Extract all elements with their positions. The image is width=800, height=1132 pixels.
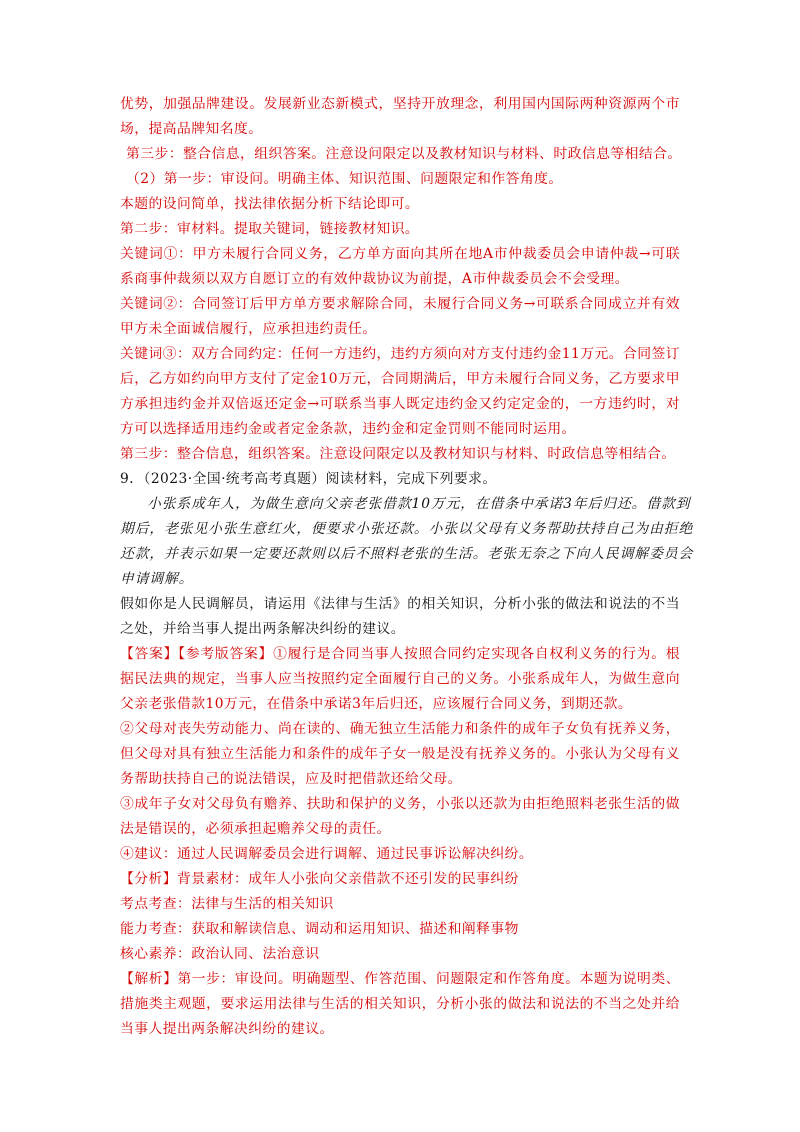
text-line: 方可以选择适用违约金或者定金条款，违约金和定金罚则不能同时运用。 xyxy=(120,421,576,437)
analysis-line: 能力考查：获取和解读信息、调动和运用知识、描述和阐释事物 xyxy=(120,921,519,937)
answer-line: 但父母对具有独立生活能力和条件的成年子女一般是没有抚养义务的。小张认为父母有义 xyxy=(120,746,680,762)
analysis-line: 核心素养：政治认同、法治意识 xyxy=(120,946,320,962)
text-line: 甲方未全面诚信履行，应承担违约责任。 xyxy=(120,321,377,337)
answer-line: 父亲老张借款10万元，在借条中承诺3年后归还，应该履行合同义务，到期还款。 xyxy=(120,696,633,712)
explanation-line: 措施类主观题，要求运用法律与生活的相关知识，分析小张的做法和说法的不当之处并给 xyxy=(120,996,680,1012)
material-line: 还款，并表示如果一定要还款则以后不照料老张的生活。老张无奈之下向人民调解委员会 xyxy=(120,546,694,562)
text-line: 后，乙方如约向甲方支付了定金10万元，合同期满后，甲方未履行合同义务，乙方要求甲 xyxy=(120,371,680,387)
explanation-line: 当事人提出两条解决纠纷的建议。 xyxy=(120,1021,334,1037)
answer-line: 【答案】【参考版答案】①履行是合同当事人按照合同约定实现各自权利义务的行为。根 xyxy=(120,646,680,662)
answer-line: 据民法典的规定，当事人应当按照约定全面履行自己的义务。小张系成年人，为做生意向 xyxy=(120,671,680,687)
text-line: 系商事仲裁须以双方自愿订立的有效仲裁协议为前提，A市仲裁委员会不会受理。 xyxy=(120,271,630,287)
text-line: （2）第一步：审设问。明确主体、知识范围、问题限定和作答角度。 xyxy=(126,171,563,187)
material-line: 期后，老张见小张生意红火，便要求小张还款。小张以父母有义务帮助扶持自己为由拒绝 xyxy=(120,521,694,537)
answer-line: ③成年子女对父母负有赡养、扶助和保护的义务，小张以还款为由拒绝照料老张生活的做 xyxy=(120,796,680,812)
analysis-line: 考点考查：法律与生活的相关知识 xyxy=(120,896,334,912)
text-line: 场，提高品牌知名度。 xyxy=(120,121,263,137)
answer-line: 法是错误的，必须承担起赡养父母的责任。 xyxy=(120,821,391,837)
text-line: 本题的设问简单，找法律依据分析下结论即可。 xyxy=(120,196,420,212)
material-line: 申请调解。 xyxy=(120,571,194,587)
analysis-line: 【分析】背景素材：成年人小张向父亲借款不还引发的民事纠纷 xyxy=(120,871,519,887)
answer-line: 务帮助扶持自己的说法错误，应及时把借款还给父母。 xyxy=(120,771,462,787)
text-line: 第二步：审材料。提取关键词，链接教材知识。 xyxy=(120,221,420,237)
material-line: 小张系成年人，为做生意向父亲老张借款10万元，在借条中承诺3年后归还。借款到 xyxy=(147,496,691,512)
text-line: 第三步：整合信息，组织答案。注意设问限定以及教材知识与材料、时政信息等相结合。 xyxy=(126,146,682,162)
text-line: 第三步：整合信息，组织答案。注意设问限定以及教材知识与材料、时政信息等相结合。 xyxy=(120,446,676,462)
explanation-line: 【解析】第一步：审设问。明确题型、作答范围、问题限定和作答角度。本题为说明类、 xyxy=(120,971,680,987)
question-line: 之处，并给当事人提出两条解决纠纷的建议。 xyxy=(120,621,405,637)
text-line: 关键词①：甲方未履行合同义务，乙方单方面向其所在地A市仲裁委员会申请仲裁→可联 xyxy=(120,246,680,262)
answer-line: ②父母对丧失劳动能力、尚在读的、确无独立生活能力和条件的成年子女负有抚养义务， xyxy=(120,721,680,737)
text-line: 方承担违约金并双倍返还定金→可联系当事人既定违约金又约定定金的，一方违约时，对 xyxy=(120,396,680,412)
text-line: 关键词③：双方合同约定：任何一方违约，违约方须向对方支付违约金11万元。合同签订 xyxy=(120,346,680,362)
answer-line: ④建议：通过人民调解委员会进行调解、通过民事诉讼解决纠纷。 xyxy=(120,846,534,862)
text-line: 关键词②：合同签订后甲方单方要求解除合同，未履行合同义务→可联系合同成立并有效 xyxy=(120,296,680,312)
text-line: 优势，加强品牌建设。发展新业态新模式，坚持开放理念，利用国内国际两种资源两个市 xyxy=(120,96,680,112)
question-heading: 9．（2023·全国·统考高考真题）阅读材料，完成下列要求。 xyxy=(120,471,497,487)
question-line: 假如你是人民调解员，请运用《法律与生活》的相关知识，分析小张的做法和说法的不当 xyxy=(120,596,680,612)
